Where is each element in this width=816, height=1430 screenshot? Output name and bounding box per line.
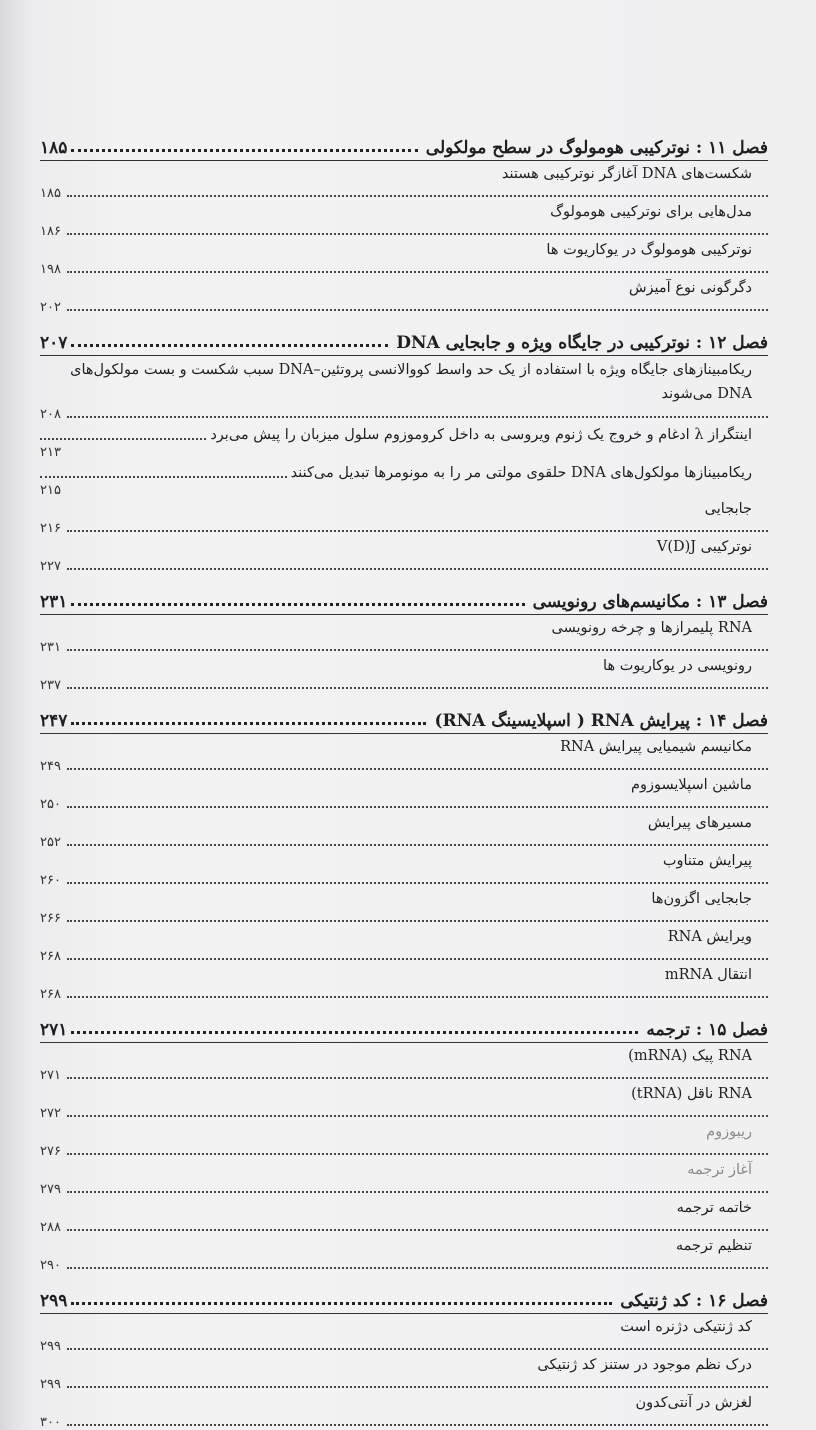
entry-page-number: ۲۹۹: [40, 1377, 61, 1392]
entry-page-number: ۳۰۰: [40, 1415, 61, 1430]
entry-page-number: ۲۶۰: [40, 873, 61, 888]
entry-leader-row: [40, 261, 768, 277]
chapter-title: فصل ۱۲ : نوترکیبی در جایگاه ویژه و جابجایی DNA: [396, 333, 768, 353]
entry-title: مدل‌هایی برای نوترکیبی هومولوگ: [550, 204, 752, 220]
entry-title: شکست‌های DNA آغازگر نوترکیبی هستند: [501, 166, 752, 182]
entry-page-number: ۲۱۳: [40, 445, 61, 460]
toc-entry: [40, 536, 768, 574]
entry-title: ریبوزوم: [706, 1124, 752, 1140]
entry-title: جابجایی: [704, 501, 752, 517]
dot-leader: [67, 416, 768, 418]
chapter-title: فصل ۱۵ : ترجمه: [646, 1020, 768, 1040]
toc-entry: [40, 1235, 768, 1273]
entry-page-number: ۲۷۹: [40, 1182, 61, 1197]
entry-title: مسیرهای پیرایش: [647, 815, 752, 831]
entry-leader-row: [40, 986, 768, 1002]
entry-leader-row: [40, 677, 768, 693]
entry-title: ویرایش RNA: [667, 929, 752, 945]
entry-leader-row: [40, 446, 768, 460]
entry-leader-row: [40, 1181, 768, 1197]
entry-leader-row: [40, 223, 768, 239]
table-of-contents: [40, 128, 768, 1430]
entry-leader-row: [40, 1219, 768, 1235]
entry-title: ریکامبینازهای جایگاه ویژه با استفاده از یک حد واسط کووالانسی پروتئین–DNA سبب شکست و بست مولکول‌های DNA می‌شوند: [70, 362, 752, 402]
toc-entry: [40, 460, 768, 498]
dot-leader: [71, 1302, 612, 1305]
dot-leader: [67, 649, 768, 651]
entry-title: دگرگونی نوع آمیزش: [628, 280, 752, 296]
entry-leader-row: [40, 872, 768, 888]
toc-entry: [40, 277, 768, 315]
entry-leader-row: [40, 834, 768, 850]
entry-leader-row: [40, 558, 768, 574]
entry-title: مکانیسم شیمیایی پیرایش RNA: [560, 739, 752, 755]
toc-entry: [40, 1045, 768, 1083]
entry-leader-row: [40, 1338, 768, 1354]
chapter-section: [40, 1010, 768, 1273]
chapter-section: [40, 128, 768, 315]
toc-entry: [40, 655, 768, 693]
chapter-page-number: ۲۰۷: [40, 333, 68, 353]
entry-page-number: ۲۵۰: [40, 797, 61, 812]
dot-leader: [67, 1153, 768, 1155]
toc-entry: [40, 1354, 768, 1392]
entry-page-number: ۲۳۱: [40, 640, 61, 655]
toc-entry: [40, 926, 768, 964]
chapter-section: [40, 1281, 768, 1430]
chapter-title: فصل ۱۱ : نوترکیبی هومولوگ در سطح مولکولی: [425, 138, 768, 158]
dot-leader: [40, 476, 287, 478]
dot-leader: [67, 1191, 768, 1193]
dot-leader: [67, 1077, 768, 1079]
toc-entry: [40, 617, 768, 655]
entry-title: RNA پیک (mRNA): [628, 1048, 752, 1064]
dot-leader: [67, 920, 768, 922]
toc-entry: [40, 1121, 768, 1159]
toc-entry: [40, 498, 768, 536]
chapter-page-number: ۲۷۱: [40, 1020, 68, 1040]
toc-entry: [40, 774, 768, 812]
entry-page-number: ۲۷۶: [40, 1144, 61, 1159]
toc-entry: [40, 358, 768, 422]
dot-leader: [67, 233, 768, 235]
toc-entry: [40, 964, 768, 1002]
dot-leader: [67, 996, 768, 998]
entry-title: آغاز ترجمه: [687, 1162, 752, 1178]
entry-title: اینتگراز λ ادغام و خروج یک ژنوم ویروسی به داخل کروموزوم سلول میزبان را پیش می‌برد: [210, 427, 752, 443]
toc-entry: [40, 888, 768, 926]
dot-leader: [67, 1424, 768, 1426]
toc-entry: [40, 422, 768, 460]
entry-title: پیرایش متناوب: [662, 853, 752, 869]
chapter-heading: [40, 582, 768, 612]
entry-leader-row: [40, 406, 768, 422]
chapter-page-number: ۱۸۵: [40, 138, 68, 158]
chapter-title: فصل ۱۳ : مکانیسم‌های رونویسی: [532, 592, 768, 612]
entry-page-number: ۲۸۸: [40, 1220, 61, 1235]
entry-page-number: ۲۴۹: [40, 759, 61, 774]
entry-leader-row: [40, 639, 768, 655]
chapter-rule: [40, 355, 768, 356]
toc-entry: [40, 239, 768, 277]
dot-leader: [67, 568, 768, 570]
entry-title: رونویسی در یوکاریوت ها: [603, 658, 752, 674]
entry-page-number: ۲۵۲: [40, 835, 61, 850]
entry-page-number: ۲۷۱: [40, 1068, 61, 1083]
entry-page-number: ۱۸۶: [40, 224, 61, 239]
entry-page-number: ۲۰۲: [40, 300, 61, 315]
chapter-rule: [40, 614, 768, 615]
entry-page-number: ۲۳۷: [40, 678, 61, 693]
dot-leader: [40, 438, 206, 440]
chapter-heading: [40, 701, 768, 731]
entry-page-number: ۲۶۶: [40, 911, 61, 926]
chapter-page-number: ۲۹۹: [40, 1291, 68, 1311]
chapter-section: [40, 701, 768, 1002]
entry-title: کد ژنتیکی دژنره است: [620, 1319, 752, 1335]
entry-title: لغزش در آنتی‌کدون: [635, 1395, 752, 1411]
dot-leader: [67, 271, 768, 273]
toc-entry: [40, 850, 768, 888]
dot-leader: [67, 309, 768, 311]
dot-leader: [67, 1348, 768, 1350]
chapter-page-number: ۲۴۷: [40, 711, 68, 731]
entry-leader-row: [40, 1414, 768, 1430]
entry-leader-row: [40, 948, 768, 964]
entry-page-number: ۲۱۵: [40, 483, 61, 498]
entry-title: RNA ناقل (tRNA): [631, 1086, 752, 1102]
chapter-heading: [40, 1281, 768, 1311]
entry-title: درک نظم موجود در ستنز کد ژنتیکی: [537, 1357, 752, 1373]
dot-leader: [67, 530, 768, 532]
dot-leader: [67, 1115, 768, 1117]
toc-entry: [40, 736, 768, 774]
dot-leader: [71, 722, 426, 725]
entry-leader-row: [40, 520, 768, 536]
chapter-section: [40, 323, 768, 574]
dot-leader: [71, 603, 524, 606]
entry-leader-row: [40, 484, 768, 498]
entry-title: تنظیم ترجمه: [675, 1238, 752, 1254]
dot-leader: [67, 958, 768, 960]
dot-leader: [67, 768, 768, 770]
entry-title: انتقال mRNA: [664, 967, 752, 983]
entry-page-number: ۲۰۸: [40, 407, 61, 422]
toc-entry: [40, 1316, 768, 1354]
entry-page-number: ۲۶۸: [40, 987, 61, 1002]
chapter-rule: [40, 733, 768, 734]
toc-entry: [40, 201, 768, 239]
chapter-rule: [40, 1042, 768, 1043]
toc-entry: [40, 1392, 768, 1430]
chapter-heading: [40, 1010, 768, 1040]
dot-leader: [71, 149, 417, 152]
dot-leader: [71, 344, 388, 347]
dot-leader: [67, 806, 768, 808]
chapter-section: [40, 582, 768, 693]
entry-leader-row: [40, 758, 768, 774]
toc-entry: [40, 1083, 768, 1121]
chapter-title: فصل ۱۴ : پیرایش RNA ( اسپلایسینگ RNA): [434, 711, 768, 731]
entry-title: خاتمه ترجمه: [676, 1200, 752, 1216]
entry-leader-row: [40, 1257, 768, 1273]
entry-page-number: ۱۸۵: [40, 186, 61, 201]
entry-title: ریکامبینازها مولکول‌های DNA حلقوی مولتی مر را به مونومرها تبدیل می‌کنند: [290, 465, 752, 481]
entry-title: نوترکیبی V(D)J: [656, 539, 752, 555]
entry-inline-row: [40, 460, 768, 484]
toc-entry: [40, 1197, 768, 1235]
dot-leader: [67, 1267, 768, 1269]
dot-leader: [67, 882, 768, 884]
entry-leader-row: [40, 796, 768, 812]
chapter-heading: [40, 323, 768, 353]
dot-leader: [67, 844, 768, 846]
entry-leader-row: [40, 1067, 768, 1083]
entry-title: جابجایی اگزون‌ها: [651, 891, 752, 907]
entry-leader-row: [40, 1376, 768, 1392]
toc-entry: [40, 1159, 768, 1197]
entry-leader-row: [40, 299, 768, 315]
dot-leader: [71, 1031, 638, 1034]
entry-inline-row: [40, 422, 768, 446]
dot-leader: [67, 687, 768, 689]
toc-entry: [40, 163, 768, 201]
toc-entry: [40, 812, 768, 850]
entry-page-number: ۲۶۸: [40, 949, 61, 964]
entry-page-number: ۲۱۶: [40, 521, 61, 536]
chapter-heading: [40, 128, 768, 158]
entry-leader-row: [40, 185, 768, 201]
chapter-rule: [40, 1313, 768, 1314]
chapter-page-number: ۲۳۱: [40, 592, 68, 612]
entry-title: نوترکیبی هومولوگ در یوکاریوت ها: [546, 242, 752, 258]
dot-leader: [67, 195, 768, 197]
entry-leader-row: [40, 910, 768, 926]
entry-page-number: ۲۲۷: [40, 559, 61, 574]
dot-leader: [67, 1386, 768, 1388]
dot-leader: [67, 1229, 768, 1231]
chapter-title: فصل ۱۶ : کد ژنتیکی: [620, 1291, 768, 1311]
entry-page-number: ۲۹۰: [40, 1258, 61, 1273]
entry-page-number: ۲۹۹: [40, 1339, 61, 1354]
entry-title: RNA پلیمرازها و چرخه رونویسی: [551, 620, 752, 636]
entry-leader-row: [40, 1105, 768, 1121]
entry-page-number: ۱۹۸: [40, 262, 61, 277]
entry-page-number: ۲۷۲: [40, 1106, 61, 1121]
entry-title: ماشین اسپلایسوزوم: [630, 777, 752, 793]
entry-leader-row: [40, 1143, 768, 1159]
chapter-rule: [40, 160, 768, 161]
